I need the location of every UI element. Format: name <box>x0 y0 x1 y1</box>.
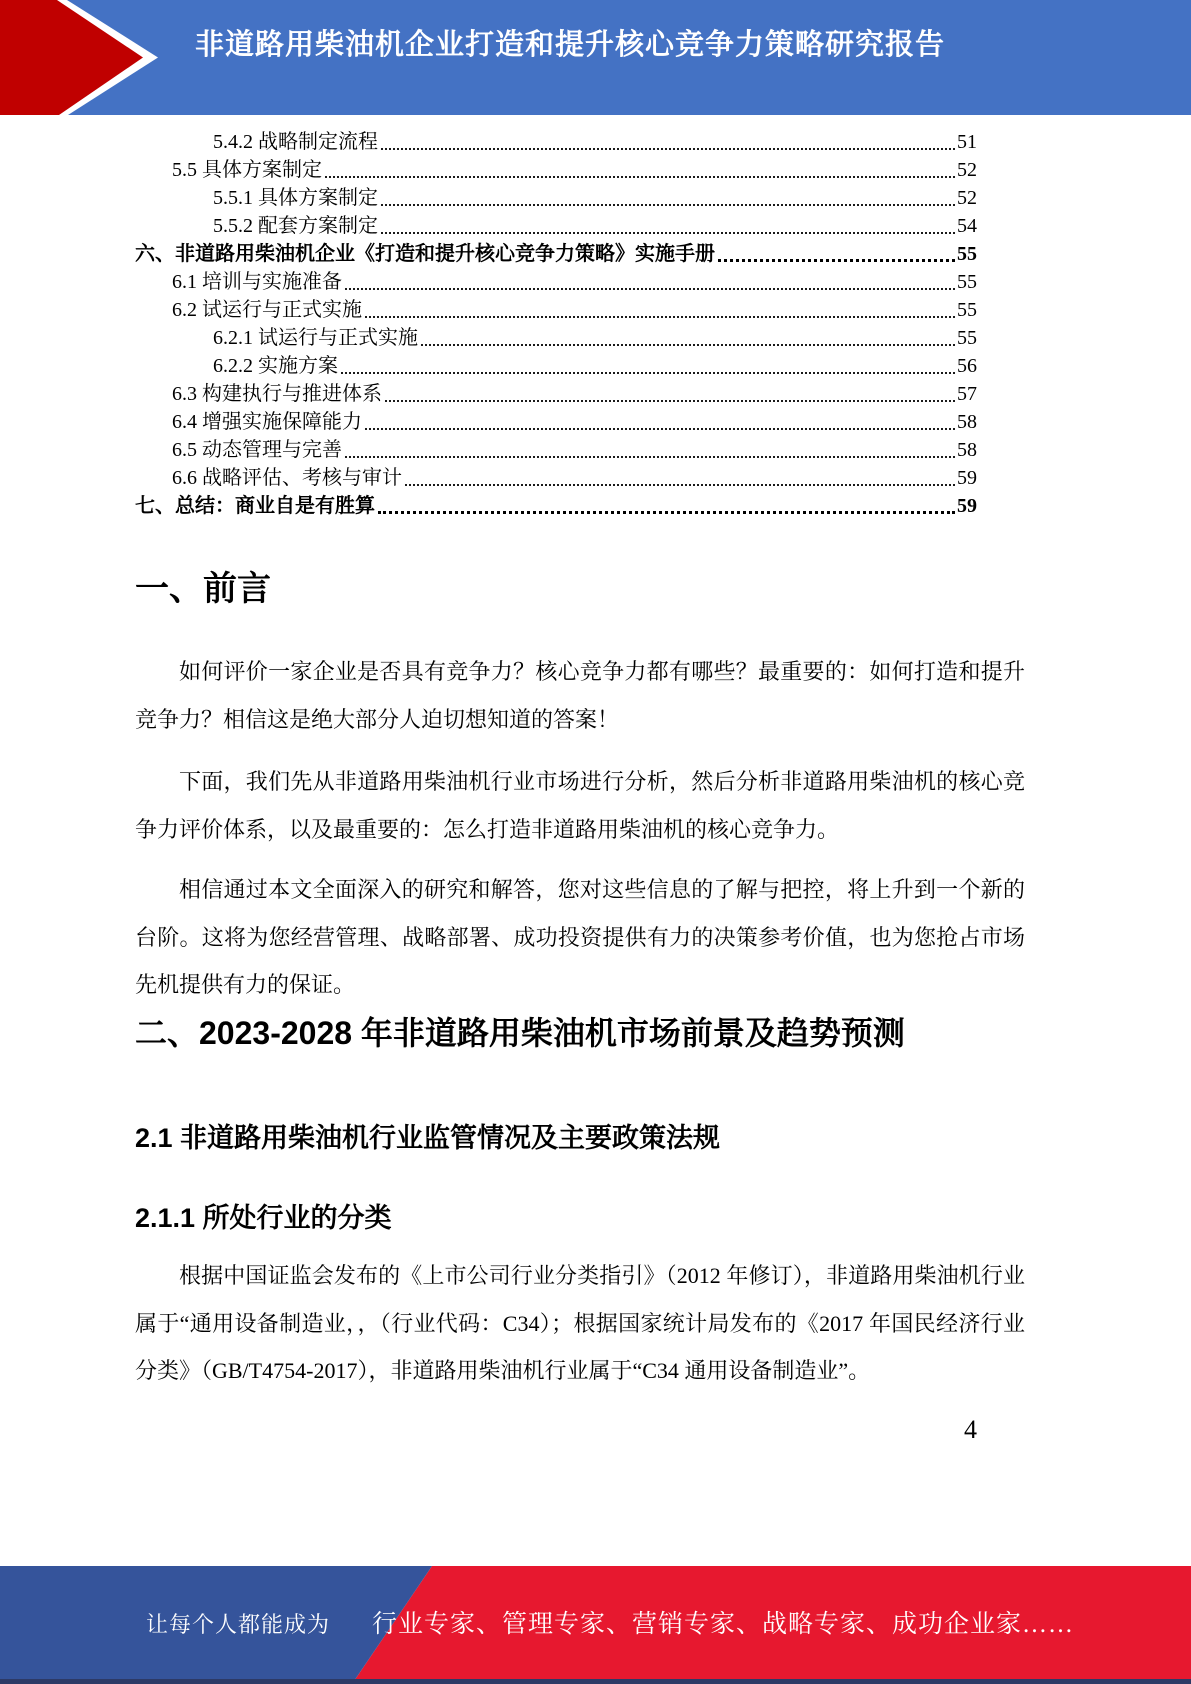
toc-entry-page-number: 59 <box>957 467 977 489</box>
toc-dot-leader <box>365 316 955 318</box>
toc-dot-leader <box>381 232 955 234</box>
heading-chapter-2: 二、2023-2028 年非道路用柴油机市场前景及趋势预测 <box>135 1015 905 1051</box>
heading-section-2-1: 2.1 非道路用柴油机行业监管情况及主要政策法规 <box>135 1123 721 1153</box>
toc-entry <box>135 490 977 518</box>
toc-entry-page-number: 55 <box>957 271 977 293</box>
toc-entry-label: 5.5.1 具体方案制定 <box>213 187 378 209</box>
toc-dot-leader <box>381 148 955 150</box>
toc-dot-leader <box>345 456 955 458</box>
toc-entry <box>135 434 977 462</box>
toc-dot-leader <box>365 428 955 430</box>
page-number: 4 <box>964 1415 977 1444</box>
report-title: 非道路用柴油机企业打造和提升核心竞争力策略研究报告 <box>194 29 945 61</box>
toc-entry-label: 6.6 战略评估、考核与审计 <box>172 467 402 489</box>
toc-entry-label: 5.4.2 战略制定流程 <box>213 131 378 153</box>
preface-paragraph-1: 如何评价一家企业是否具有竞争力？核心竞争力都有哪些？最重要的：如何打造和提升竞争力？相信这是绝大部分人迫切想知道的答案！ <box>135 659 1025 732</box>
chevron-red-shape <box>0 0 143 115</box>
toc-entry <box>135 350 977 378</box>
toc-entry-label: 6.2.1 试运行与正式实施 <box>213 327 418 349</box>
toc-dot-leader <box>421 344 955 346</box>
toc-entry-page-number: 58 <box>957 439 977 461</box>
toc-entry-page-number: 58 <box>957 411 977 433</box>
toc-entry <box>135 378 977 406</box>
toc-entry <box>135 462 977 490</box>
chapter2-paragraph: 根据中国证监会发布的《上市公司行业分类指引》（2012 年修订），非道路用柴油机行业属于“通用设备制造业，，（行业代码：C34）；根据国家统计局发布的《2017 年国民经济行业分类》（GB/T4754-2017），非道路用柴油机行业属于“C34 通用设备制造业”。 <box>135 1263 1025 1383</box>
toc-entry-label: 七、总结：商业自是有胜算 <box>135 495 375 517</box>
toc-entry-page-number: 51 <box>957 131 977 153</box>
footer-slogan-right: 行业专家、管理专家、营销专家、战略专家、成功企业家…… <box>372 1611 1075 1638</box>
toc-entry <box>135 154 977 182</box>
toc-entry <box>135 294 977 322</box>
footer-bottom-strip <box>0 1679 1191 1684</box>
toc-entry-label: 6.3 构建执行与推进体系 <box>172 383 382 405</box>
toc-entry-label: 6.4 增强实施保障能力 <box>172 411 362 433</box>
table-of-contents <box>135 126 977 518</box>
toc-entry-page-number: 56 <box>957 355 977 377</box>
toc-entry-page-number: 52 <box>957 159 977 181</box>
toc-entry-page-number: 55 <box>957 243 977 265</box>
toc-dot-leader <box>405 484 955 486</box>
toc-dot-leader <box>341 372 955 374</box>
toc-entry-label: 六、非道路用柴油机企业《打造和提升核心竞争力策略》实施手册 <box>135 243 715 265</box>
toc-entry-page-number: 57 <box>957 383 977 405</box>
toc-entry <box>135 210 977 238</box>
toc-entry-page-number: 55 <box>957 299 977 321</box>
preface-paragraph-2: 下面，我们先从非道路用柴油机行业市场进行分析，然后分析非道路用柴油机的核心竞争力评价体系，以及最重要的：怎么打造非道路用柴油机的核心竞争力。 <box>135 769 1025 842</box>
footer-slogan-left: 让每个人都能成为 <box>146 1612 331 1637</box>
toc-entry-label: 6.2 试运行与正式实施 <box>172 299 362 321</box>
toc-dot-leader <box>345 288 955 290</box>
toc-entry-page-number: 55 <box>957 327 977 349</box>
toc-entry <box>135 406 977 434</box>
toc-entry-label: 6.2.2 实施方案 <box>213 355 338 377</box>
toc-dot-leader <box>325 176 955 178</box>
toc-entry-page-number: 52 <box>957 187 977 209</box>
toc-entry-label: 6.5 动态管理与完善 <box>172 439 342 461</box>
toc-entry <box>135 322 977 350</box>
toc-dot-leader <box>381 204 955 206</box>
toc-dot-leader <box>378 511 955 514</box>
toc-entry-label: 5.5 具体方案制定 <box>172 159 322 181</box>
page-header-banner <box>0 0 1191 115</box>
toc-entry <box>135 182 977 210</box>
toc-dot-leader <box>718 259 955 262</box>
heading-preface: 一、前言 <box>135 570 271 608</box>
toc-entry <box>135 126 977 154</box>
toc-entry <box>135 238 977 266</box>
toc-entry-page-number: 54 <box>957 215 977 237</box>
page-footer-banner <box>0 1566 1191 1684</box>
toc-entry <box>135 266 977 294</box>
toc-dot-leader <box>385 400 955 402</box>
toc-entry-label: 6.1 培训与实施准备 <box>172 271 342 293</box>
toc-entry-page-number: 59 <box>957 495 977 517</box>
toc-entry-label: 5.5.2 配套方案制定 <box>213 215 378 237</box>
heading-subsection-2-1-1: 2.1.1 所处行业的分类 <box>135 1203 392 1233</box>
preface-paragraph-3: 相信通过本文全面深入的研究和解答，您对这些信息的了解与把控，将上升到一个新的台阶。这将为您经营管理、战略部署、成功投资提供有力的决策参考价值，也为您抢占市场先机提供有力的保证。 <box>135 877 1025 997</box>
